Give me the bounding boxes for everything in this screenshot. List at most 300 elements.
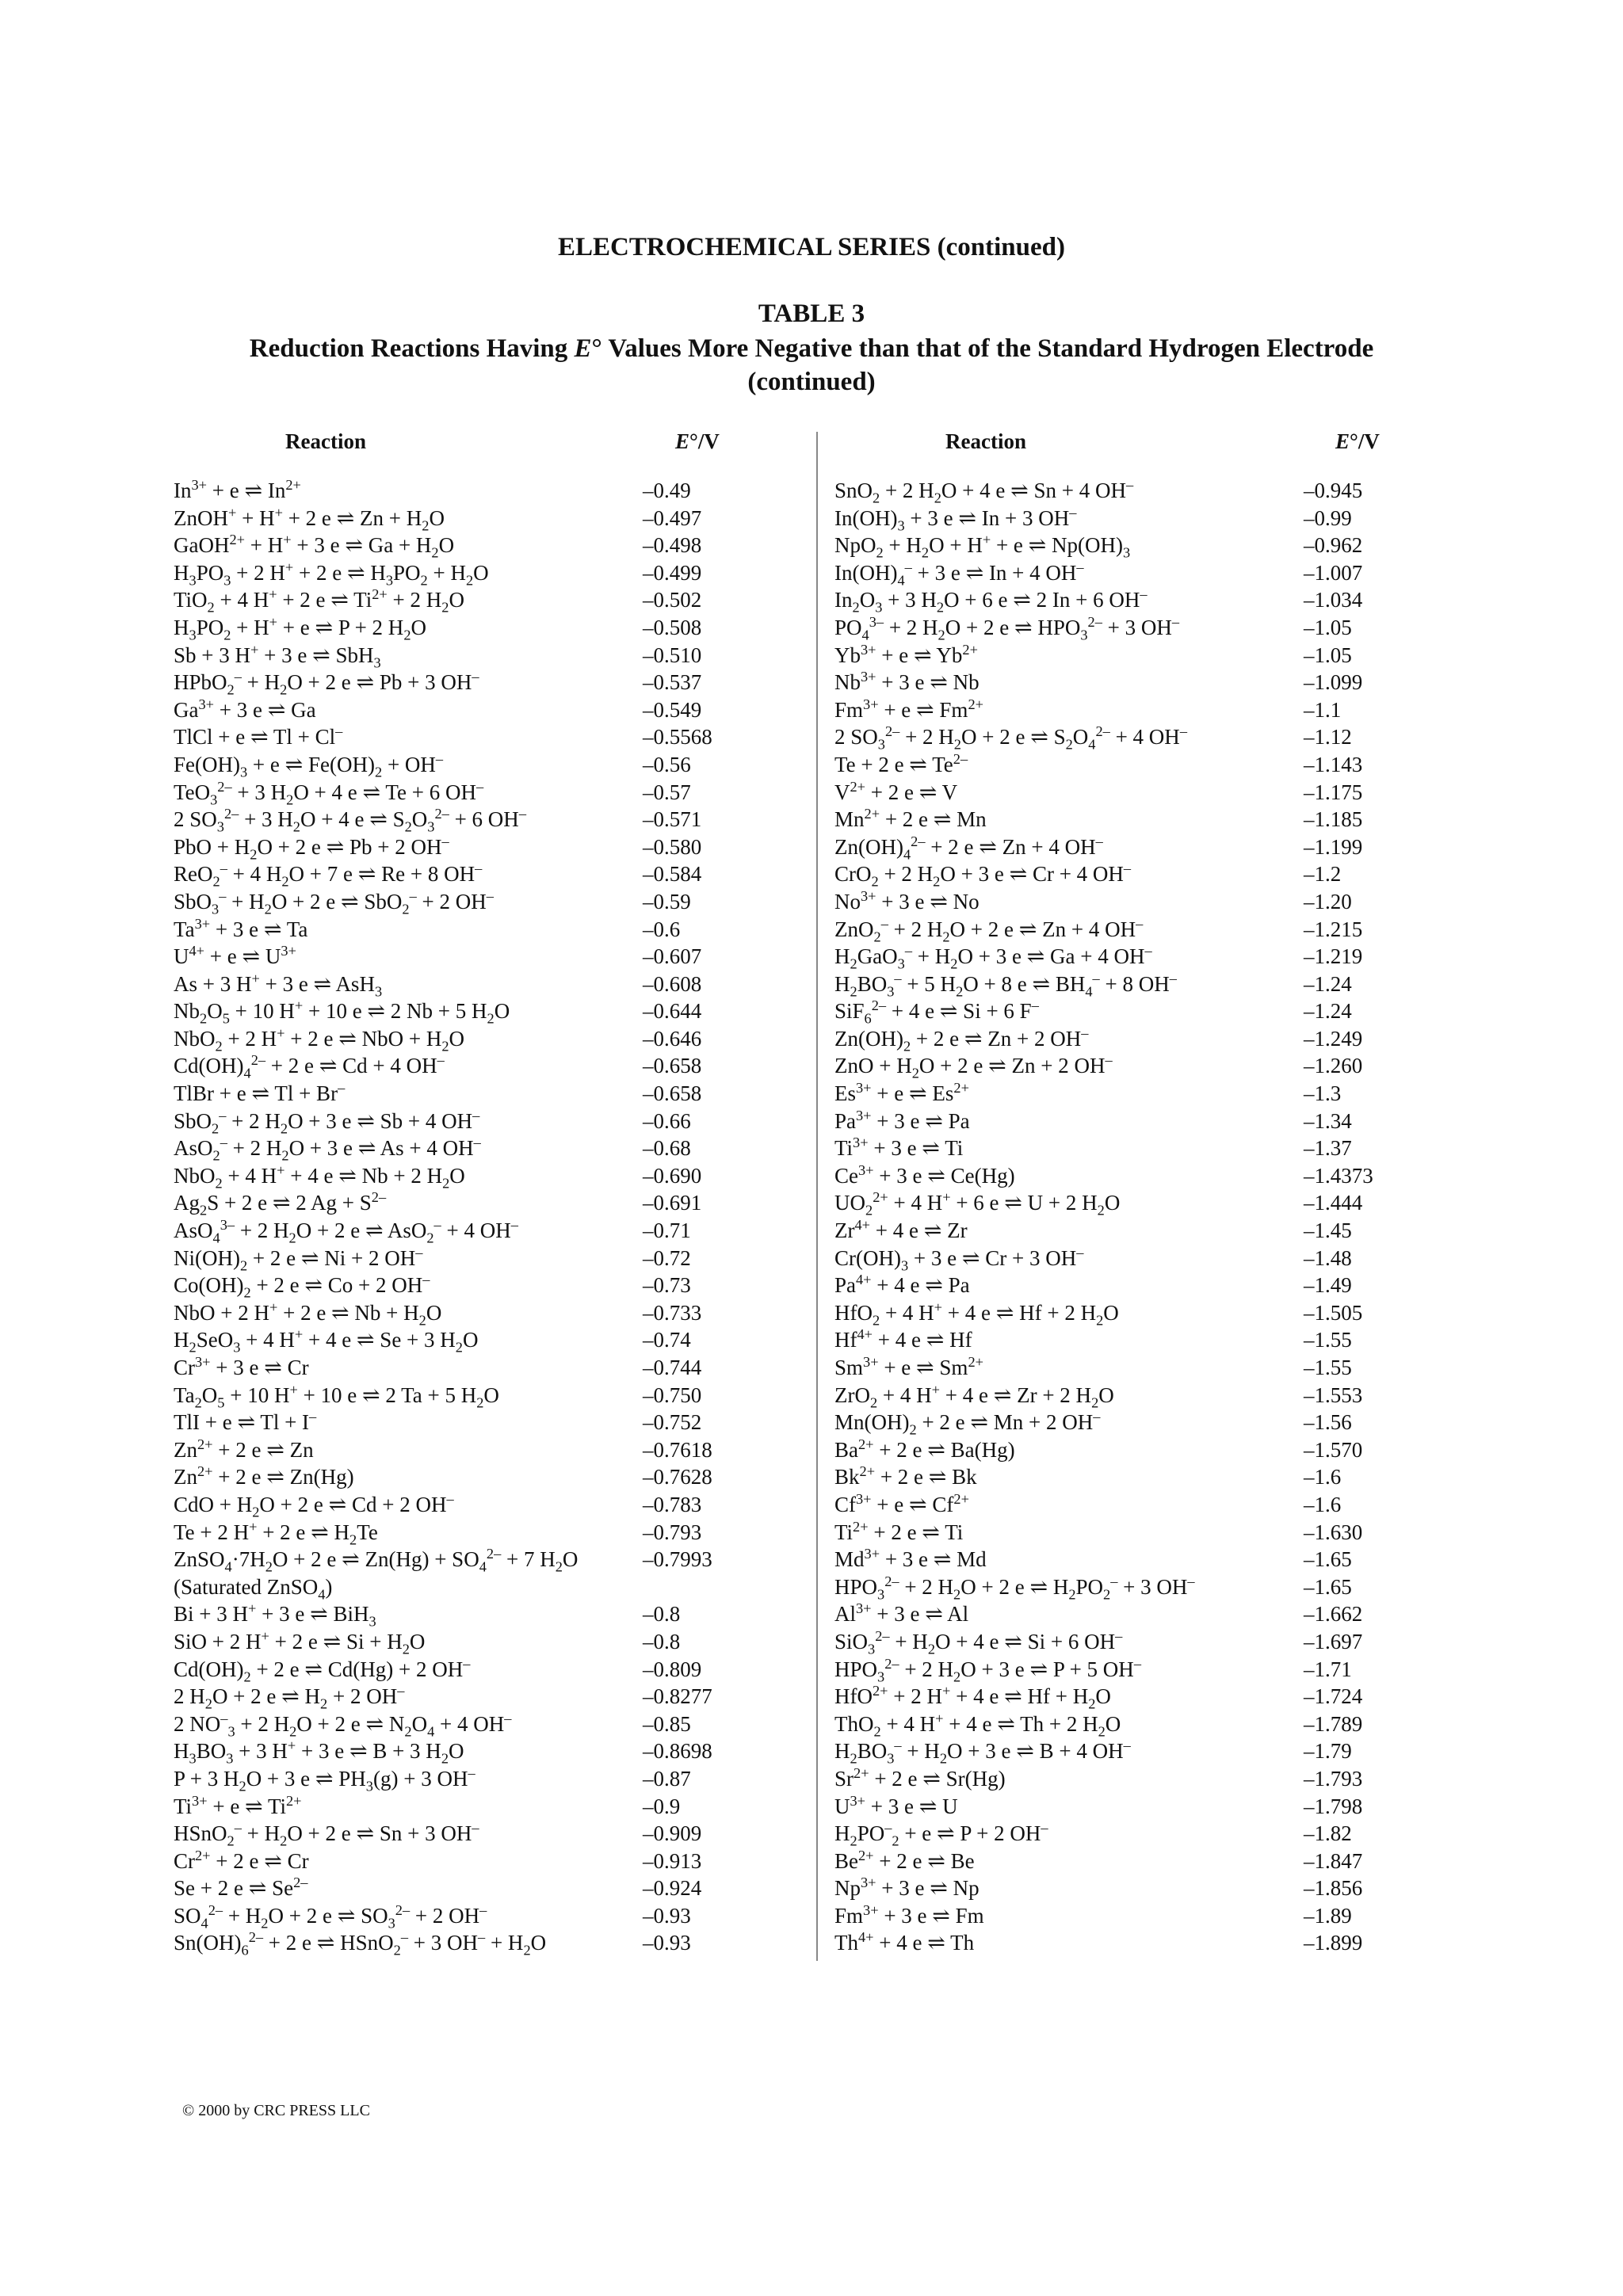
potential-cell: –0.56	[643, 752, 691, 776]
reaction-cell: $V^{2+} + 2$ e ⇌ V	[834, 778, 958, 804]
potential-cell: –0.909	[643, 1821, 702, 1846]
table-row	[834, 1929, 1453, 1957]
table-row	[174, 1436, 792, 1464]
potential-cell: –0.72	[643, 1245, 691, 1270]
reaction-cell: 2 $H_2O + 2$ e ⇌ $H_2 + 2$ OH–	[174, 1683, 405, 1712]
table-row	[174, 1108, 792, 1135]
table-row	[174, 1162, 792, 1190]
reaction-cell: SnO$_2$ + 2 $H_2O + 4$ e ⇌ Sn + 4 OH–	[834, 477, 1134, 506]
reaction-cell: HfO$^{2+}$ + 2 H+ + 4 e ⇌ $Hf + H_2O$	[834, 1683, 1111, 1712]
potential-cell: –0.580	[643, 834, 702, 859]
potential-cell: –0.7618	[643, 1437, 712, 1462]
reaction-cell: $H_2BO_3^- + H_2O + 3$ e ⇌ B + 4 OH–	[834, 1737, 1131, 1767]
table-row	[834, 1848, 1453, 1875]
potential-cell: –0.85	[643, 1711, 691, 1736]
potential-cell: –0.93	[643, 1931, 691, 1955]
table-row	[834, 1820, 1453, 1848]
potential-cell: –1.56	[1304, 1410, 1352, 1435]
potential-cell: –1.24	[1304, 999, 1352, 1024]
potential-cell: –0.7993	[643, 1547, 712, 1572]
potential-cell: –0.690	[643, 1163, 702, 1188]
potential-cell: –0.71	[643, 1219, 691, 1243]
table-row	[174, 860, 792, 888]
table-row	[834, 1162, 1453, 1190]
potential-cell: –0.57	[643, 780, 691, 804]
reaction-cell: $Cr^{2+} + 2$ e ⇌ Cr	[174, 1847, 309, 1873]
table-row	[834, 751, 1453, 779]
potential-cell: –0.510	[643, 643, 702, 667]
potential-cell: –1.82	[1304, 1821, 1352, 1846]
potential-cell: –0.8277	[643, 1684, 712, 1709]
reaction-cell: $Zn(OH)_4^{2-} + 2$ e ⇌ Zn + 4 OH–	[834, 833, 1103, 863]
reaction-cell: PbO + $H_2O + 2$ e ⇌ Pb + 2 OH–	[174, 833, 449, 863]
potential-cell: –0.658	[643, 1054, 702, 1078]
reaction-cell: $Zn^{2+} + 2$ e ⇌ Zn	[174, 1436, 314, 1462]
reaction-cell: $Md^{3+} + 3$ e ⇌ Md	[834, 1546, 987, 1572]
table-row	[174, 1573, 792, 1601]
potential-cell: –0.6	[643, 917, 681, 941]
header-evalue-right: E°/V	[1335, 429, 1380, 453]
table-row	[174, 614, 792, 642]
table-row	[174, 1711, 792, 1738]
potential-cell: –0.549	[643, 697, 702, 722]
potential-cell: –1.65	[1304, 1574, 1352, 1599]
page-title: ELECTROCHEMICAL SERIES (continued)	[558, 233, 1065, 261]
reaction-cell: $Ta_2O_5 + 10$ H+ + 10 e ⇌ 2 Ta + 5 $H_2O$	[174, 1381, 499, 1410]
reaction-cell: $Es^{3+} + e$ ⇌ $Es^{2+}$	[834, 1080, 969, 1106]
table-row	[174, 1875, 792, 1902]
potential-cell: –0.499	[643, 560, 702, 585]
table-row	[834, 1409, 1453, 1436]
table-row	[174, 1052, 792, 1080]
table-row	[834, 860, 1453, 888]
table-row	[834, 642, 1453, 669]
reaction-cell: $Bk^{2+} + 2$ e ⇌ Bk	[834, 1463, 977, 1489]
reaction-cell: $Hf^{4+} + 4$ e ⇌ Hf	[834, 1326, 972, 1352]
table-row	[174, 1245, 792, 1272]
table-row	[174, 642, 792, 669]
table-row	[834, 586, 1453, 614]
reaction-cell: $HPO_3^{2-} + 2$ $H_2O + 2$ e ⇌ $H_2PO_2^- + 3$ OH–	[834, 1573, 1195, 1603]
table-row	[834, 1519, 1453, 1547]
potential-cell: –0.49	[643, 479, 691, 502]
potential-cell: –0.74	[643, 1328, 691, 1352]
table-row	[834, 669, 1453, 696]
reaction-cell: Bi + 3 H+ + 3 e ⇌ BiH$_3$	[174, 1600, 376, 1630]
potential-cell: –1.798	[1304, 1794, 1363, 1818]
potential-cell: –0.924	[643, 1876, 702, 1901]
table-row	[834, 1573, 1453, 1601]
table-row	[834, 971, 1453, 998]
table-row	[174, 1848, 792, 1875]
reaction-cell: $Zn^{2+} + 2$ e ⇌ Zn(Hg)	[174, 1463, 354, 1489]
reaction-cell: HfO$_2$ + 4 H+ + 4 e ⇌ Hf + 2 $H_2O$	[834, 1299, 1119, 1329]
potential-cell: –0.99	[1304, 505, 1352, 530]
table-row	[174, 532, 792, 559]
reaction-cell: $Ti^{2+} + 2$ e ⇌ Ti	[834, 1518, 964, 1544]
reaction-cell: ZnO$_2$– + 2 $H_2O + 2$ e ⇌ Zn + 4 OH–	[834, 915, 1144, 944]
potential-cell: –0.497	[643, 505, 702, 530]
table-row	[834, 1272, 1453, 1299]
reaction-cell: NbO$_2$ + 2 H+ + 2 e ⇌ NbO + $H_2O$	[174, 1024, 465, 1055]
reaction-cell: NbO + 2 H+ + 2 e ⇌ $Nb + H_2O$	[174, 1299, 442, 1329]
table-row	[834, 1217, 1453, 1245]
potential-cell: –0.508	[643, 615, 702, 639]
table-row	[174, 696, 792, 724]
reaction-cell: $Yb^{3+} + e$ ⇌ $Yb^{2+}$	[834, 641, 978, 667]
reaction-cell: AsO$_4^{3-}$ + 2 $H_2O + 2$ e ⇌ AsO$_2$– + 4 OH–	[174, 1217, 518, 1246]
reaction-cell: Se + 2 e ⇌ $Se^{2-}$	[174, 1875, 308, 1901]
reaction-cell: TlCl + e ⇌ Tl + Cl–	[174, 723, 343, 749]
table-row	[174, 779, 792, 807]
reaction-cell: $Cd(OH)_2 + 2$ e ⇌ Cd(Hg) + 2 OH–	[174, 1655, 471, 1684]
potential-cell: –1.185	[1304, 807, 1363, 832]
table-row	[174, 943, 792, 971]
potential-cell: –1.793	[1304, 1766, 1363, 1791]
reaction-cell: $Mn^{2+} + 2$ e ⇌ Mn	[834, 806, 987, 832]
reaction-cell: $UO_2^{2+} + 4$ H+ + 6 e ⇌ U + 2 $H_2O$	[834, 1189, 1121, 1219]
table-row	[174, 505, 792, 532]
reaction-cell: $Th^{4+} + 4$ e ⇌ Th	[834, 1929, 975, 1955]
table-row	[834, 1711, 1453, 1738]
table-row	[174, 1135, 792, 1162]
reaction-cell: $Zr^{4+} + 4$ e ⇌ Zr	[834, 1217, 968, 1243]
table-row	[174, 1820, 792, 1848]
potential-cell: –0.9	[643, 1794, 681, 1818]
reaction-cell: HSnO$_2$– + $H_2O + 2$ e ⇌ Sn + 3 OH–	[174, 1820, 479, 1849]
potential-cell: –1.20	[1304, 889, 1352, 913]
potential-cell: –1.4373	[1304, 1163, 1373, 1188]
potential-cell: –0.537	[643, 670, 702, 695]
reaction-cell: $Ga^{3+} + 3$ e ⇌ Ga	[174, 696, 316, 722]
reaction-cell: ZnOH+ + H+ + 2 e ⇌ $Zn + H_2O$	[174, 504, 445, 533]
potential-cell: –1.444	[1304, 1191, 1363, 1215]
table-row	[174, 1189, 792, 1217]
potential-cell: –1.24	[1304, 971, 1352, 996]
reaction-cell: $Cd(OH)_4^{2-} + 2$ e ⇌ Cd + 4 OH–	[174, 1052, 445, 1081]
potential-cell: –0.68	[643, 1136, 691, 1161]
table-row	[174, 916, 792, 944]
table-row	[174, 1217, 792, 1245]
reaction-cell: $No^{3+} + 3$ e ⇌ No	[834, 887, 980, 913]
table-row	[174, 1326, 792, 1354]
potential-cell: –1.12	[1304, 725, 1352, 749]
potential-cell: –0.646	[643, 1026, 702, 1051]
table-row	[834, 1025, 1453, 1053]
reaction-cell: $SbO_3^- + H_2O + 2$ e ⇌ SbO$_2$– + 2 OH–	[174, 887, 494, 917]
reaction-cell: $Nb^{3+} + 3$ e ⇌ Nb	[834, 669, 980, 695]
potential-cell: –0.571	[643, 807, 702, 832]
reaction-cell: $Ti^{3+} + 3$ e ⇌ Ti	[834, 1135, 964, 1161]
reaction-cell: HPbO$_2$– + $H_2O + 2$ e ⇌ Pb + 3 OH–	[174, 669, 479, 698]
table-row	[834, 1189, 1453, 1217]
reaction-cell: $SiO_3^{2-} + H_2O + 4$ e ⇌ Si + 6 OH–	[834, 1627, 1123, 1657]
potential-cell: –1.34	[1304, 1108, 1352, 1133]
potential-cell: –1.55	[1304, 1328, 1352, 1352]
reaction-cell: TlI + e ⇌ Tl + I–	[174, 1409, 317, 1435]
potential-cell: –1.630	[1304, 1520, 1363, 1544]
table-row	[834, 1326, 1453, 1354]
reaction-cell: $In_2O_3 + 3$ $H_2O + 6$ e ⇌ 2 In + 6 OH–	[834, 586, 1148, 616]
copyright-footer: © 2000 by CRC PRESS LLC	[182, 2102, 370, 2119]
table-row	[174, 1025, 792, 1053]
table-row	[174, 1737, 792, 1765]
table-row	[834, 1737, 1453, 1765]
table-row	[174, 477, 792, 505]
potential-cell: –1.215	[1304, 917, 1363, 941]
potential-cell: –1.505	[1304, 1300, 1363, 1325]
table-row	[834, 779, 1453, 807]
table-row	[834, 1108, 1453, 1135]
potential-cell: –1.05	[1304, 643, 1352, 667]
reaction-cell: $Nb_2O_5 + 10$ H+ + 10 e ⇌ 2 Nb + 5 $H_2O$	[174, 997, 510, 1027]
table-row	[834, 1354, 1453, 1382]
reaction-cell: SbO$_2$– + 2 $H_2O + 3$ e ⇌ Sb + 4 OH–	[174, 1107, 480, 1137]
reaction-cell: TiO$_2$ + 4 H+ + 2 e ⇌ $Ti^{2+} + 2$ $H_2O$	[174, 586, 464, 616]
table-row	[174, 1546, 792, 1573]
potential-cell: –1.847	[1304, 1848, 1363, 1873]
reaction-cell: $H_3PO_2 + H^+ + e$ ⇌ P + 2 $H_2O$	[174, 613, 426, 643]
reaction-cell: $In(OH)_3 + 3$ e ⇌ In + 3 OH–	[834, 504, 1077, 533]
potential-cell: –0.5568	[643, 725, 712, 749]
potential-cell: –1.219	[1304, 944, 1363, 969]
reaction-cell: $U^{4+} + e$ ⇌ $U^{3+}$	[174, 943, 296, 969]
potential-cell: –0.658	[643, 1081, 702, 1106]
right-column	[834, 477, 1453, 1957]
potential-cell: –1.143	[1304, 752, 1363, 776]
table-row	[834, 1052, 1453, 1080]
table-row	[834, 723, 1453, 751]
potential-cell: –1.2	[1304, 862, 1342, 887]
header-reaction-left: Reaction	[285, 429, 366, 453]
table-row	[834, 1875, 1453, 1902]
reaction-cell: $Sr^{2+} + 2$ e ⇌ Sr(Hg)	[834, 1764, 1006, 1791]
table-row	[174, 669, 792, 696]
reaction-cell: $H_2BO_3^- + 5$ $H_2O + 8$ e ⇌ $BH_4^- + 8$ OH–	[834, 970, 1177, 1000]
potential-cell: –0.502	[643, 588, 702, 612]
table-row	[174, 1600, 792, 1628]
potential-cell: –1.37	[1304, 1136, 1352, 1161]
reaction-cell: $Np^{3+} + 3$ e ⇌ Np	[834, 1875, 980, 1901]
reaction-cell: $H_2GaO_3^- + H_2O + 3$ e ⇌ Ga + 4 OH–	[834, 943, 1152, 972]
reaction-cell: $Fm^{3+} + 3$ e ⇌ Fm	[834, 1901, 984, 1928]
potential-cell: –0.691	[643, 1191, 702, 1215]
reaction-cell: AsO$_2$– + 2 $H_2O + 3$ e ⇌ As + 4 OH–	[174, 1135, 481, 1164]
header-evalue-left: E°/V	[675, 429, 720, 453]
reaction-cell: $Pa^{3+} + 3$ e ⇌ Pa	[834, 1107, 970, 1133]
reaction-cell: ZnO + $H_2O + 2$ e ⇌ Zn + 2 OH–	[834, 1052, 1113, 1081]
reaction-cell: As + 3 H+ + 3 e ⇌ AsH$_3$	[174, 970, 383, 1000]
reaction-cell: $HPO_3^{2-} + 2$ $H_2O + 3$ e ⇌ P + 5 OH–	[834, 1655, 1141, 1684]
potential-cell: –1.034	[1304, 588, 1363, 612]
reaction-cell: ReO$_2$– + 4 $H_2O + 7$ e ⇌ Re + 8 OH–	[174, 860, 483, 890]
potential-cell: –0.945	[1304, 479, 1363, 502]
reaction-cell: SiO + 2 H+ + 2 e ⇌ $Si + H_2O$	[174, 1627, 426, 1657]
table-row	[174, 997, 792, 1025]
reaction-cell: ThO$_2$ + 4 H+ + 4 e ⇌ Th + 2 $H_2O$	[834, 1710, 1121, 1740]
reaction-cell: 2 $SO_3^{2-} + 3$ $H_2O + 4$ e ⇌ $S_2O_3^{2-} + 6$ OH–	[174, 806, 526, 835]
reaction-cell: (Saturated ZnSO$_4$)	[174, 1574, 333, 1603]
potential-cell: –1.175	[1304, 780, 1363, 804]
table-row	[174, 586, 792, 614]
table-row	[174, 1463, 792, 1491]
reaction-cell: $U^{3+} + 3$ e ⇌ U	[834, 1792, 958, 1818]
potential-cell: –1.55	[1304, 1356, 1352, 1379]
potential-cell: –0.59	[643, 889, 691, 913]
potential-cell: –0.8698	[643, 1739, 712, 1764]
reaction-cell: $Mn(OH)_2 + 2$ e ⇌ Mn + 2 OH–	[834, 1409, 1101, 1438]
potential-cell: –1.099	[1304, 670, 1363, 695]
reaction-cell: $PO_4^{3-} + 2$ $H_2O + 2$ e ⇌ $HPO_3^{2-} + 3$ OH–	[834, 613, 1180, 643]
reaction-cell: $In^{3+} + e$ ⇌ $In^{2+}$	[174, 477, 301, 502]
potential-cell: –0.607	[643, 944, 702, 969]
reaction-cell: $Sm^{3+} + e$ ⇌ $Sm^{2+}$	[834, 1354, 983, 1379]
potential-cell: –1.662	[1304, 1602, 1363, 1627]
potential-cell: –1.48	[1304, 1245, 1352, 1270]
potential-cell: –1.553	[1304, 1383, 1363, 1407]
reaction-cell: $H_3BO_3 + 3$ H+ + 3 e ⇌ B + 3 $H_2O$	[174, 1737, 464, 1767]
potential-cell: –0.7628	[643, 1465, 712, 1489]
table-caption-continued: (continued)	[747, 368, 876, 396]
table-row	[174, 888, 792, 916]
reaction-cell: NbO$_2$ + 4 H+ + 4 e ⇌ Nb + 2 $H_2O$	[174, 1161, 465, 1192]
potential-cell: –0.73	[643, 1273, 691, 1298]
potential-cell: –0.744	[643, 1356, 702, 1379]
header-reaction-right: Reaction	[945, 429, 1026, 453]
reaction-cell: TeO$_3^{2-}$ + 3 $H_2O + 4$ e ⇌ Te + 6 OH–	[174, 778, 484, 807]
table-row	[174, 1272, 792, 1299]
reaction-cell: SiF$_6^{2-}$ + 4 e ⇌ Si + 6 F–	[834, 997, 1039, 1027]
potential-cell: –1.49	[1304, 1273, 1352, 1298]
potential-cell: –1.260	[1304, 1054, 1363, 1078]
reaction-cell: Te + 2 H+ + 2 e ⇌ $H_2Te$	[174, 1518, 378, 1547]
table-row	[174, 971, 792, 998]
reaction-cell: $NpO_2 + H_2O + H^+ + e$ ⇌ $Np(OH)_3$	[834, 532, 1131, 561]
potential-cell: –0.66	[643, 1108, 691, 1133]
reaction-cell: $H_2PO^-_2 + e$ ⇌ P + 2 OH–	[834, 1820, 1048, 1849]
left-column	[174, 477, 792, 1957]
table-row	[834, 1436, 1453, 1464]
table-row	[174, 833, 792, 861]
table-row	[834, 532, 1453, 559]
potential-cell: –0.608	[643, 971, 702, 996]
table-row	[834, 1546, 1453, 1573]
reaction-cell: $ZnSO_4\cdot 7H_2O + 2$ e ⇌ $Zn(Hg) + SO_4^{2-} + 7$ $H_2O$	[174, 1546, 579, 1575]
potential-cell: –0.733	[643, 1300, 702, 1325]
potential-cell: –1.724	[1304, 1684, 1363, 1709]
reaction-cell: GaOH$^{2+}$ + H+ + 3 e ⇌ $Ga + H_2O$	[174, 532, 455, 561]
reaction-cell: TlBr + e ⇌ Tl + Br–	[174, 1080, 346, 1106]
reaction-cell: $Ti^{3+} + e$ ⇌ $Ti^{2+}$	[174, 1792, 302, 1818]
potential-cell: –1.697	[1304, 1629, 1363, 1653]
reaction-cell: $Ba^{2+} + 2$ e ⇌ Ba(Hg)	[834, 1436, 1015, 1462]
potential-cell: –0.8	[643, 1629, 681, 1653]
table-row	[834, 696, 1453, 724]
potential-cell: –1.6	[1304, 1465, 1342, 1489]
table-row	[834, 1765, 1453, 1793]
table-row	[834, 1463, 1453, 1491]
reaction-cell: $Ag_2S + 2$ e ⇌ 2 $Ag + S^{2-}$	[174, 1189, 387, 1219]
potential-cell: –1.05	[1304, 615, 1352, 639]
potential-cell: –1.1	[1304, 697, 1342, 722]
table-row	[174, 1902, 792, 1930]
reaction-cell: $Co(OH)_2 + 2$ e ⇌ Co + 2 OH–	[174, 1272, 430, 1301]
potential-cell: –1.71	[1304, 1657, 1352, 1681]
potential-cell: –1.249	[1304, 1026, 1363, 1051]
table-row	[834, 559, 1453, 587]
table-row	[174, 1765, 792, 1793]
reaction-cell: $Pa^{4+} + 4$ e ⇌ Pa	[834, 1272, 970, 1298]
potential-cell: –1.6	[1304, 1492, 1342, 1516]
table-row	[834, 477, 1453, 505]
reaction-cell: CdO + $H_2O + 2$ e ⇌ Cd + 2 OH–	[174, 1490, 454, 1520]
potential-cell: –0.913	[643, 1848, 702, 1873]
reaction-cell: $Cr(OH)_3 + 3$ e ⇌ Cr + 3 OH–	[834, 1244, 1084, 1274]
reaction-cell: Sb + 3 H+ + 3 e ⇌ SbH$_3$	[174, 641, 381, 670]
table-row	[174, 559, 792, 587]
potential-cell: –1.789	[1304, 1711, 1363, 1736]
reaction-cell: $Cf^{3+} + e$ ⇌ $Cf^{2+}$	[834, 1490, 969, 1516]
table-row	[834, 833, 1453, 861]
table-row	[834, 1902, 1453, 1930]
potential-cell: –1.856	[1304, 1876, 1363, 1901]
table-row	[834, 614, 1453, 642]
table-row	[834, 1299, 1453, 1327]
potential-cell: –1.570	[1304, 1437, 1363, 1462]
reaction-cell: $Ce^{3+} + 3$ e ⇌ Ce(Hg)	[834, 1161, 1015, 1188]
reaction-cell: $Al^{3+} + 3$ e ⇌ Al	[834, 1600, 969, 1627]
column-divider	[816, 432, 818, 1961]
potential-cell: –1.899	[1304, 1931, 1363, 1955]
reaction-cell: 2 $NO^-_3 + 2$ $H_2O + 2$ e ⇌ $N_2O_4 + 4$ OH–	[174, 1710, 512, 1740]
table-row	[834, 943, 1453, 971]
potential-cell: –0.809	[643, 1657, 702, 1681]
table-row	[174, 1628, 792, 1656]
potential-cell: –1.45	[1304, 1219, 1352, 1243]
table-row	[834, 997, 1453, 1025]
reaction-cell: $Zn(OH)_2 + 2$ e ⇌ Zn + 2 OH–	[834, 1024, 1089, 1055]
table-row	[834, 1656, 1453, 1684]
potential-cell: –0.498	[643, 533, 702, 558]
potential-cell: –1.199	[1304, 834, 1363, 859]
reaction-cell: $H_2SeO_3 + 4$ H+ + 4 e ⇌ Se + 3 $H_2O$	[174, 1326, 479, 1356]
potential-cell: –0.793	[643, 1520, 702, 1544]
table-row	[834, 1491, 1453, 1519]
table-row	[834, 806, 1453, 833]
potential-cell: –0.783	[643, 1492, 702, 1516]
table-row	[174, 1683, 792, 1711]
reaction-cell: $Cr^{3+} + 3$ e ⇌ Cr	[174, 1354, 309, 1379]
potential-cell: –0.8	[643, 1602, 681, 1627]
table-row	[174, 1656, 792, 1684]
table-row	[834, 1793, 1453, 1821]
table-row	[174, 806, 792, 833]
reaction-cell: ZrO$_2$ + 4 H+ + 4 e ⇌ Zr + 2 $H_2O$	[834, 1381, 1114, 1410]
table-row	[174, 1409, 792, 1436]
table-row	[174, 1793, 792, 1821]
table-row	[174, 1299, 792, 1327]
reaction-cell: $Be^{2+} + 2$ e ⇌ Be	[834, 1847, 975, 1873]
table-row	[834, 1600, 1453, 1628]
table-row	[834, 1135, 1453, 1162]
reaction-cell: $Sn(OH)_6^{2-} + 2$ e ⇌ HSnO$_2$– + 3 $OH^- + H_2O$	[174, 1929, 547, 1958]
table-row	[174, 1382, 792, 1409]
potential-cell: –0.962	[1304, 533, 1363, 558]
potential-cell: –0.750	[643, 1383, 702, 1407]
reaction-cell: $Fe(OH)_3 + e$ ⇌ $Fe(OH)_2 + OH^-$	[174, 750, 444, 780]
table-row	[174, 1080, 792, 1108]
reaction-cell: CrO$_2$ + 2 $H_2O + 3$ e ⇌ Cr + 4 OH–	[834, 860, 1132, 890]
